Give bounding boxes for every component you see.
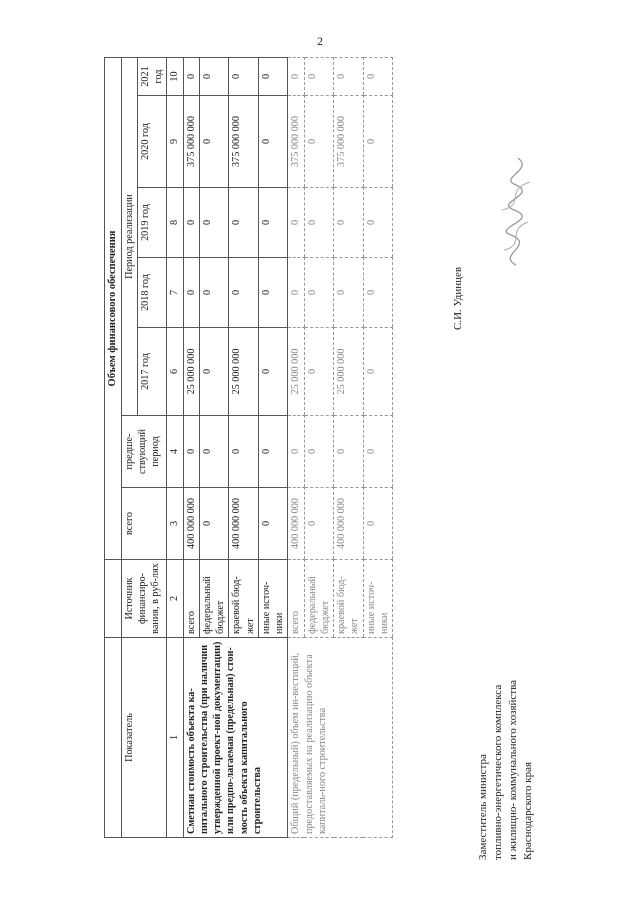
signer-name: С.И. Удинцев: [452, 266, 464, 330]
value-cell: 0: [199, 416, 229, 488]
header-period: Период реализации: [121, 57, 137, 415]
value-cell: 0: [363, 416, 393, 488]
value-cell: 400 000 000: [288, 488, 304, 560]
value-cell: 25 000 000: [334, 328, 364, 416]
value-cell: 375 000 000: [334, 96, 364, 188]
value-cell: 0: [258, 188, 288, 258]
value-cell: 25 000 000: [183, 328, 199, 416]
value-cell: 0: [258, 96, 288, 188]
source-cell: всего: [183, 560, 199, 638]
value-cell: 25 000 000: [229, 328, 259, 416]
value-cell: 0: [304, 96, 334, 188]
value-cell: 400 000 000: [229, 488, 259, 560]
value-cell: 0: [229, 258, 259, 328]
col-number: 3: [167, 488, 183, 560]
signer-block: [452, 150, 512, 330]
value-cell: 0: [288, 416, 304, 488]
value-cell: 0: [199, 258, 229, 328]
value-cell: 0: [199, 57, 229, 95]
table-row: [183, 57, 199, 837]
value-cell: 0: [304, 416, 334, 488]
col-number: 10: [167, 57, 183, 95]
value-cell: 0: [229, 416, 259, 488]
col-number: 2: [167, 560, 183, 638]
value-cell: 375 000 000: [229, 96, 259, 188]
value-cell: 0: [363, 96, 393, 188]
value-cell: 0: [304, 188, 334, 258]
col-number: 1: [167, 638, 183, 838]
header-year: 2021 год: [137, 57, 167, 95]
source-cell: иные источ-ники: [363, 560, 393, 638]
col-number: 4: [167, 416, 183, 488]
table-caption: Объем финансового обеспечения: [105, 57, 122, 559]
col-number: 8: [167, 188, 183, 258]
value-cell: 400 000 000: [334, 488, 364, 560]
value-cell: 0: [199, 488, 229, 560]
footer-line: Краснодарского края: [521, 761, 534, 860]
footer-line: и жилищно- коммунального хозяйства: [506, 679, 519, 860]
source-cell: краевой бюд-жет: [334, 560, 364, 638]
value-cell: 0: [363, 488, 393, 560]
value-cell: 0: [258, 328, 288, 416]
value-cell: 0: [199, 96, 229, 188]
source-cell: всего: [288, 560, 304, 638]
value-cell: 375 000 000: [183, 96, 199, 188]
footer-line: Заместитель министра: [477, 754, 489, 860]
value-cell: 0: [288, 258, 304, 328]
source-cell: краевой бюд-жет: [229, 560, 259, 638]
header-indicator: Показатель: [121, 638, 167, 838]
header-year: 2017 год: [137, 328, 167, 416]
value-cell: 0: [199, 188, 229, 258]
indicator-cell: Общий (предельный) объем ин-вестиций, предоставляемых на реализацию объекта капиталь-ного строительства: [288, 638, 393, 838]
value-cell: 0: [304, 57, 334, 95]
value-cell: 0: [304, 328, 334, 416]
value-cell: 0: [304, 488, 334, 560]
value-cell: 0: [258, 416, 288, 488]
header-total: всего: [121, 488, 167, 560]
header-source: Источник финансиро-вания, в руб-лях: [121, 560, 167, 638]
footer-block: [476, 560, 546, 860]
value-cell: 0: [183, 188, 199, 258]
value-cell: 0: [363, 57, 393, 95]
value-cell: 0: [334, 258, 364, 328]
col-number: 6: [167, 328, 183, 416]
value-cell: 0: [334, 57, 364, 95]
value-cell: 400 000 000: [183, 488, 199, 560]
header-year: 2019 год: [137, 188, 167, 258]
value-cell: 0: [363, 258, 393, 328]
table-row: [288, 57, 304, 837]
value-cell: 0: [183, 57, 199, 95]
header-previous: предше-ствующий период: [121, 416, 167, 488]
rotated-table-block: [104, 58, 414, 838]
value-cell: 0: [288, 188, 304, 258]
page-number: 2: [317, 34, 323, 48]
value-cell: 0: [363, 328, 393, 416]
value-cell: 375 000 000: [288, 96, 304, 188]
value-cell: 0: [183, 416, 199, 488]
indicator-cell: Сметная стоимость объекта ка-питального строительства (при наличии утвержденной проект-ной документации) или предпо-лагаемая (предельная) стои-мость объекта капитального строительства: [183, 638, 288, 838]
value-cell: 0: [229, 57, 259, 95]
header-year: 2018 год: [137, 258, 167, 328]
source-cell: федеральный бюджет: [304, 560, 334, 638]
footer-line: топливно-энергетического комплекса: [491, 684, 504, 860]
value-cell: 0: [258, 488, 288, 560]
value-cell: 0: [304, 258, 334, 328]
value-cell: 25 000 000: [288, 328, 304, 416]
value-cell: 0: [183, 258, 199, 328]
source-cell: иные источ-ники: [258, 560, 288, 638]
financing-table: [104, 57, 393, 838]
col-number: 9: [167, 96, 183, 188]
value-cell: 0: [288, 57, 304, 95]
value-cell: 0: [363, 188, 393, 258]
col-number: 7: [167, 258, 183, 328]
value-cell: 0: [199, 328, 229, 416]
header-year: 2020 год: [137, 96, 167, 188]
value-cell: 0: [334, 188, 364, 258]
value-cell: 0: [258, 57, 288, 95]
value-cell: 0: [229, 188, 259, 258]
source-cell: федеральный бюджет: [199, 560, 229, 638]
value-cell: 0: [258, 258, 288, 328]
value-cell: 0: [334, 416, 364, 488]
